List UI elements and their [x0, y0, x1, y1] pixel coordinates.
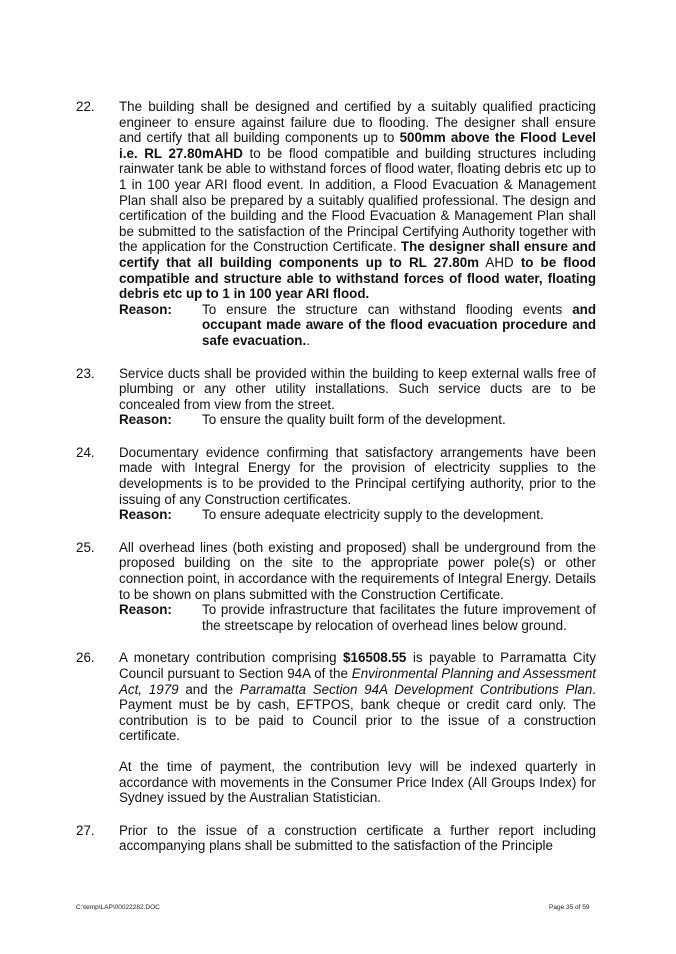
condition-number: 26. — [76, 650, 95, 666]
condition-paragraph — [119, 759, 596, 806]
condition-item — [76, 366, 596, 428]
text-run: to be flood compatible and building structures including rainwater tank be able to withstand forces of flood water, floating debris etc up to 1 in 100 year ARI flood event. In addition, a Flood Evacuation & Management Plan shall also be prepared by a suitably qualified professional. The design and certification of the building and the Flood Evacuation & Management Plan shall be submitted to the satisfaction of the Principal Certifying Authority together with the application for the Construction Certificate. — [119, 145, 596, 255]
reason-text — [202, 507, 596, 523]
condition-item — [76, 823, 596, 854]
condition-body — [119, 823, 596, 854]
text-run: All overhead lines (both existing and proposed) shall be underground from the proposed building on the site to the appropriate power pole(s) or other connection point, in accordance with the requirements of Integral Energy. Details to be shown on plans submitted with the Construction Certificate. — [119, 539, 596, 602]
text-run: . Payment must be by cash, EFTPOS, bank cheque or credit card only. The contribution is to be paid to Council prior to the issue of a construction certificate. — [119, 681, 596, 744]
condition-paragraph — [119, 445, 596, 507]
reason-row — [119, 302, 596, 349]
condition-item — [76, 540, 596, 634]
condition-number: 27. — [76, 822, 95, 838]
condition-number: 22. — [76, 99, 95, 114]
condition-number: 25. — [76, 539, 95, 555]
condition-body — [119, 540, 596, 602]
condition-item — [76, 650, 596, 805]
condition-body — [119, 445, 596, 507]
bold-text: to be flood compatible and structure able to withstand forces of flood water, floating debris etc up to 1 in 100 year ARI flood. — [119, 254, 596, 302]
reason-row — [119, 412, 596, 428]
bold-text: 500mm above the Flood Level i.e. RL 27.80mAHD — [119, 130, 596, 161]
condition-item — [76, 445, 596, 523]
italic-text: Environmental Planning and Assessment Act, 1979 — [119, 666, 596, 697]
condition-paragraph — [119, 99, 596, 302]
reason-text — [202, 602, 596, 633]
condition-paragraph — [119, 823, 596, 854]
text-run: Service ducts shall be provided within the building to keep external walls free of plumbing or any other utility installations. Such service ducts are to be concealed from view from the street. — [119, 365, 596, 412]
footer-page-number: Page 35 of 59 — [549, 904, 590, 911]
text-run: A monetary contribution comprising — [119, 650, 344, 666]
reason-label: Reason: — [119, 602, 172, 618]
text-run: To ensure the quality built form of the development. — [202, 412, 506, 428]
text-run: At the time of payment, the contribution levy will be indexed quarterly in accordance with movements in the Consumer Price Index (All Groups Index) for Sydney issued by the Australian Statistician. — [119, 758, 596, 806]
reason-label: Reason: — [119, 507, 172, 523]
text-run: Documentary evidence confirming that satisfactory arrangements have been made with Integral Energy for the provision of electricity supplies to the developments is to be provided to the Principal certifying authority, prior to the issuing of any Construction certificates. — [119, 444, 596, 507]
condition-body — [119, 650, 596, 805]
italic-text: Parramatta Section 94A Development Contributions Plan — [239, 681, 593, 697]
reason-label: Reason: — [119, 412, 172, 428]
reason-row — [119, 507, 596, 523]
bold-text: 27.80m — [433, 254, 480, 270]
bold-text: and occupant made aware of the flood evacuation procedure and safe evacuation. — [202, 301, 596, 348]
reason-label: Reason: — [119, 301, 172, 317]
bold-text: The designer shall ensure and certify that all building components up to RL — [119, 239, 597, 270]
reason-text — [202, 302, 596, 349]
text-run: and the — [178, 681, 240, 697]
text-run: . — [306, 332, 310, 348]
condition-number: 24. — [76, 444, 95, 460]
text-run: is payable to Parramatta City Council pursuant to Section 94A of the — [119, 650, 596, 681]
text-run: To ensure adequate electricity supply to the development. — [202, 507, 544, 523]
condition-body — [119, 99, 596, 302]
reason-text — [202, 412, 596, 428]
text-run: AHD — [479, 254, 521, 270]
reason-row — [119, 602, 596, 633]
condition-paragraph — [119, 540, 596, 602]
condition-item — [76, 99, 596, 349]
text-run: Prior to the issue of a construction certificate a further report including accompanying plans shall be submitted to the satisfaction of the Principle — [119, 822, 596, 854]
conditions-list — [76, 99, 596, 871]
text-run: To provide infrastructure that facilitates the future improvement of the streetscape by relocation of overhead lines below ground. — [202, 602, 596, 633]
text-run: The building shall be designed and certified by a suitably qualified practicing engineer to ensure against failure due to flooding. The designer shall ensure and certify that all building components up to — [119, 99, 596, 146]
bold-text: $16508.55 — [343, 650, 407, 666]
condition-body — [119, 366, 596, 413]
text-run: To ensure the structure can withstand flooding events — [202, 301, 573, 317]
condition-number: 23. — [76, 365, 95, 381]
condition-paragraph — [119, 366, 596, 413]
condition-paragraph — [119, 650, 596, 744]
footer-file-path: C:\temp\LAP\00022282.DOC — [76, 904, 160, 911]
